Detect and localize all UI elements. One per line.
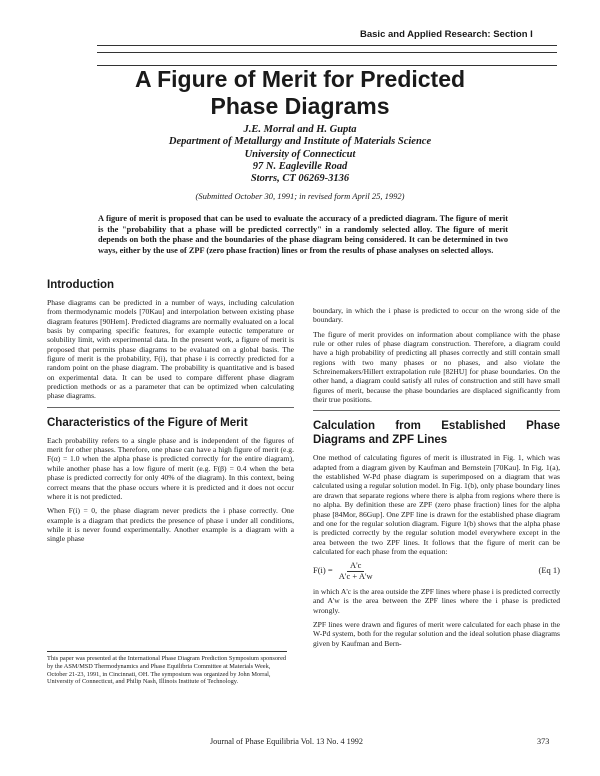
- section-divider: [47, 407, 294, 408]
- characteristics-heading: Characteristics of the Figure of Merit: [47, 416, 248, 429]
- author-department: Department of Metallurgy and Institute of Materials Science: [168, 136, 432, 148]
- calculation-paragraph-2: in which A'c is the area outside the ZPF lines where phase i is predicted correctly and A'w is the area between the ZPF lines where the i phase is predicted wrongly.: [313, 586, 560, 615]
- calculation-paragraph-1: One method of calculating figures of merit is illustrated in Fig. 1, which was adapted from a diagram given by Kaufman and Bernstein [70Kau]. In Fig. 1(a), the established W-Pd phase diagram is superimposed on a diagram that was calculated using a regular solution model. In Fig. 1(b), only phase boundary lines are drawn that separate regions where there is alpha from regions where there is no alpha. By definition these are ZPF (zero phase fraction) lines for the alpha phase [84Mor, 86Gup]. One ZPF line is drawn for the established phase diagram and one for the regular solution diagram. Figure 1(b) shows that the alpha phase is predicted correctly by the regular solution model everywhere except in the area between the two ZPF lines. It follows that the figure of merit can be calculated for each phase from the equation:: [313, 453, 560, 556]
- equation-lhs: F(i) =: [313, 565, 333, 576]
- right-column: [313, 306, 560, 653]
- introduction-heading: Introduction: [47, 279, 115, 291]
- author-university: University of Connecticut: [244, 148, 356, 160]
- characteristics-paragraph-2: When F(i) = 0, the phase diagram never predicts the i phase correctly. One example is a diagram that predicts the presence of phase i under all conditions, while it is never found experimentally. Another example is a diagram with a single phase: [47, 506, 294, 544]
- continued-paragraph: boundary, in which the i phase is predicted to occur on the wrong side of the boundary.: [313, 306, 560, 325]
- section-divider: [313, 410, 560, 411]
- section-header: Basic and Applied Research: Section I: [360, 29, 533, 40]
- abstract: A figure of merit is proposed that can be used to evaluate the accuracy of a predicted diagram. The figure of merit is the "probability that a phase will be predicted correctly" in a randomly selected alloy. The figure of merit depends on both the phase and the boundaries of the phase diagram being considered. It can be determined in two ways, either by the use of ZPF (zero phase fraction) lines or from the results of phase analyses on selected alloys.: [98, 214, 508, 256]
- equation-1: [313, 561, 560, 581]
- author-names: J.E. Morral and H. Gupta: [243, 124, 357, 135]
- equation-denominator: A'c + A'w: [338, 570, 373, 581]
- equation-label: (Eq 1): [538, 565, 560, 576]
- equation-numerator: A'c: [347, 561, 364, 571]
- submission-dates: (Submitted October 30, 1991; in revised form April 25, 1992): [195, 191, 405, 201]
- characteristics-paragraph-1: Each probability refers to a single phase and is independent of the figures of merit for other phases. Therefore, one phase can have a high figure of merit (e.g. F(α) = 1.0 when the alpha phase is predicted correctly for the entire diagram), while another phase has a low figure of merit (e.g. F(β) = 0.4 when the beta phase is predicted correctly for only 40% of the diagram). In this context, being correct means that the phase occurs where it is predicted and it does not occur where it is not predicted.: [47, 435, 294, 501]
- equation-fraction: [339, 561, 373, 581]
- introduction-paragraph: Phase diagrams can be predicted in a number of ways, including calculation from thermodynamic models [70Kau] and interpolation between existing phase diagram features [90Hem]. Predicted diagrams are normally evaluated on a local basis by comparing specific features, for example eutectic temperature or solubility limit, with experimental data. In the present work, a figure of merit is proposed that permits phase diagrams to be evaluated on a global basis. The figure of merit is the probability, F(i), that phase i is correctly predicted for a random point on the phase diagram. The probability is quantitative and is based on experimental data. It can be used to compare different phase diagram prediction methods or as a parameter that can be optimized when calculating phase diagrams.: [47, 298, 294, 401]
- paper-title: [40, 66, 560, 120]
- author-city: Storrs, CT 06269-3136: [250, 173, 350, 185]
- left-column: [47, 278, 294, 549]
- header-rule-thin: [97, 52, 557, 53]
- phase-rule-paragraph: The figure of merit provides on information about compliance with the phase rule or other rules of phase diagram construction. Therefore, a diagram could have a high probability of predicting all phases correctly and still contain small regions with two many phases or no phases, and also violate the Schreinemakers/Hillert extrapolation rule [82HU] for phase boundaries. On the other hand, a diagram could satisfy all rules of construction and still have small figures of merit, because the phase boundaries are displaced significantly from their true positions.: [313, 329, 560, 405]
- title-line-2: Phase Diagrams: [210, 93, 390, 119]
- header-rule: [97, 45, 557, 46]
- calculation-paragraph-3: ZPF lines were drawn and figures of merit were calculated for each phase in the W-Pd system, both for the regular solution and the ideal solution phase diagrams given by Kaufman and Bern-: [313, 619, 560, 648]
- calculation-heading: Calculation from Established Phase Diagrams and ZPF Lines: [313, 420, 560, 447]
- page-number: 373: [537, 737, 550, 746]
- author-block: [40, 124, 560, 185]
- title-line-1: A Figure of Merit for Predicted: [134, 66, 466, 92]
- footer-journal: Journal of Phase Equilibria Vol. 13 No. 4 1992: [210, 737, 363, 746]
- author-street: 97 N. Eagleville Road: [252, 160, 348, 172]
- footnote: This paper was presented at the International Phase Diagram Prediction Symposium sponsored by the ASM/MSD Thermodynamics and Phase Equilibria Committee at Materials Week, October 21-23, 1991, in Cincinnati, OH. The symposium was organized by John Morral, University of Connecticut, and Philip Nash, Illinois Institute of Technology.: [47, 651, 287, 686]
